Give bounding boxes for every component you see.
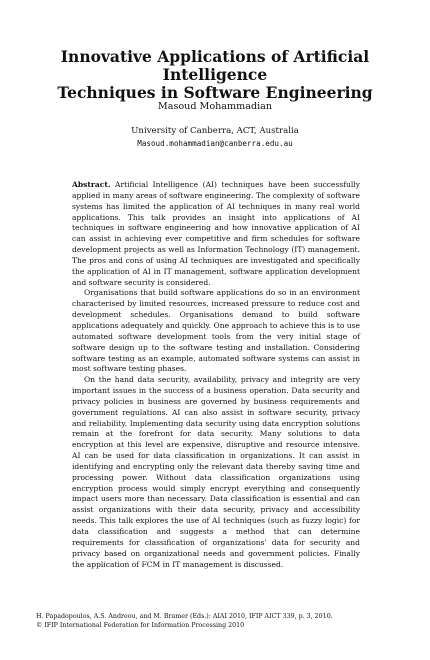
footer-copyright: © IFIP International Federation for Information Processing 2010 <box>36 621 245 629</box>
author-email: Masoud.mohammadian@canberra.edu.au <box>137 139 293 148</box>
abstract-label: Abstract. <box>72 180 111 189</box>
title-line-1: Innovative Applications of Artificial Intelligence <box>60 47 370 84</box>
abstract-paragraph-1 <box>72 180 360 288</box>
paper-title <box>20 48 410 102</box>
title-line-2: Techniques in Software Engineering <box>57 83 373 102</box>
author-name: Masoud Mohammadian <box>157 101 273 112</box>
page-footer <box>36 613 416 630</box>
abstract-paragraph-2: Organisations that build software applications do so in an environment characterised by limited resources, increased pressure to reduce cost and development schedules. Organisations demand to build software applications adequately and quickly. One approach to achieve this is to use automated software development tools from the very initial stage of software design up to the software testing and installation. Considering software testing as an example, automated software systems can assist in most software testing phases. <box>72 288 360 374</box>
author-affiliation: University of Canberra, ACT, Australia <box>131 126 299 136</box>
footer-citation: H. Papadopoulos, A.S. Andreou, and M. Bramer (Eds.): AIAI 2010, IFIP AICT 339, p. 3, 2010. <box>36 613 333 620</box>
abstract <box>72 180 360 570</box>
abstract-text-1: Artificial Intelligence (AI) techniques have been successfully applied in many areas of software engineering. The complexity of software systems has limited the application of AI techniques in many real world applications. This talk provides an insight into applications of AI techniques in software engineering and how innovative application of AI can assist in achieving ever competitive and firm schedules for software development projects as well as Information Technology (IT) management. The pros and cons of using AI techniques are investigated and specifically the application of AI in IT management, software application development and software security is considered. <box>72 180 360 287</box>
abstract-paragraph-3: On the hand data security, availability, privacy and integrity are very important issues in the success of a business operation. Data security and privacy policies in business are governed by business requirements and government regulations. AI can also assist in software security, privacy and reliability. Implementing data security using data encryption solutions remain at the forefront for data security. Many solutions to data encryption at this level are expensive, disruptive and resource intensive. AI can be used for data classification in organizations. It can assist in identifying and encrypting only the relevant data thereby saving time and processing power. Without data classification organizations using encryption process would simply encrypt everything and consequently impact users more than necessary. Data classification is essential and can assist organizations with their data security, privacy and accessibility needs. This talk explores the use of AI techniques (such as fuzzy logic) for data classification and suggests a method that can determine requirements for classification of organizations' data for security and privacy based on organizational needs and government policies. Finally the application of FCM in IT management is discussed. <box>72 375 360 569</box>
